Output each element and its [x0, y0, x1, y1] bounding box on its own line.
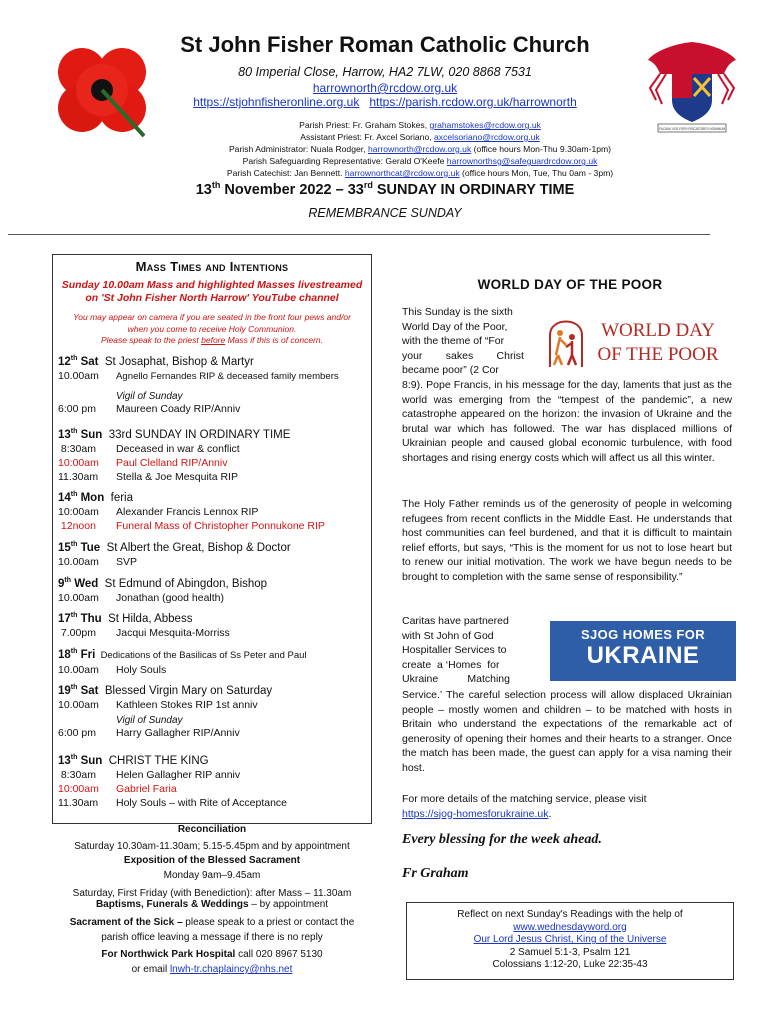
day-heading: 13th Sun CHRIST THE KING — [58, 754, 209, 767]
wdp-logo-line1: WORLD DAY — [601, 320, 715, 341]
mass-entry: 6:00 pm Maureen Coady RIP/Anniv — [58, 403, 241, 415]
world-day-of-the-poor-logo — [546, 309, 736, 369]
website-link-1[interactable]: https://stjohnfisheronline.org.uk — [193, 95, 360, 109]
remembrance-subtitle: REMEMBRANCE SUNDAY — [308, 206, 462, 220]
day-heading: 9th Wed St Edmund of Abingdon, Bishop — [58, 577, 268, 590]
mass-entry: 11.30am Stella & Joe Mesquita RIP — [58, 470, 238, 483]
mass-entry: 8:30am Helen Gallagher RIP anniv — [58, 768, 241, 781]
day-block — [58, 488, 368, 533]
mass-entry: 11.30am Holy Souls – with Rite of Acceptance — [58, 796, 288, 809]
text-line: Caritas have partnered — [402, 615, 509, 627]
mass-entry: 10:00am Alexander Francis Lennox RIP — [58, 505, 259, 518]
vigil-block — [58, 715, 368, 740]
staff-line: Parish Catechist: Jan Bennett. harrownorthcat@rcdow.org.uk (office hours Mon, Tue, Thu 0am - 3pm) — [226, 168, 614, 178]
hospital-notice: For Northwick Park Hospital call 020 8967 5130 or email lnwh-tr.chaplaincy@nhs.net — [101, 949, 323, 975]
text-line: Hospitaller Services to — [402, 644, 507, 656]
wdp-logo-line2: OF THE POOR — [597, 344, 719, 365]
sjog-homes-for-ukraine-logo — [550, 621, 736, 681]
liturgical-date: 13th November 2022 – 33rd SUNDAY IN ORDINARY TIME — [195, 180, 575, 198]
reflection-box: Reflect on next Sunday's Readings with the help of www.wednesdayword.org Our Lord Jesus Christ, King of the Universe 2 Samuel 5:1-3, Psalm 121 Colossians 1:12-20, Luke 22:35-43 — [406, 902, 734, 980]
day-block — [58, 574, 368, 605]
mass-entry: 6:00 pm Harry Gallagher RIP/Anniv — [58, 727, 240, 739]
blessing-text: Every blessing for the week ahead. — [402, 832, 602, 847]
text-line: became poor” (2 Cor — [402, 364, 499, 376]
day-heading: 15th Tue St Albert the Great, Bishop & Doctor — [58, 541, 291, 554]
day-heading: 18th Fri Dedications of the Basilicas of Ss Peter and Paul — [58, 648, 307, 661]
day-block — [58, 645, 368, 677]
header-divider — [8, 234, 710, 235]
signature-text: Fr Graham — [402, 866, 469, 881]
day-block — [58, 425, 368, 484]
website-link-2[interactable]: https://parish.rcdow.org.uk/harrownorth — [369, 95, 577, 109]
text-line: with the theme of “For — [402, 335, 505, 347]
staff-email-link[interactable]: harrownorthcat@rcdow.org.uk — [344, 168, 460, 178]
church-address: 80 Imperial Close, Harrow, HA2 7LW, 020 8868 7531 — [238, 65, 532, 79]
day-heading: 13th Sun 33rd SUNDAY IN ORDINARY TIME — [58, 428, 291, 441]
mass-entry: 8:30am Deceased in war & conflict — [58, 442, 240, 455]
reconciliation-notice: Reconciliation Saturday 10.30am-11.30am; 5.15-5.45pm and by appointment — [74, 824, 350, 852]
mass-entry: 10.00am Agnello Fernandes RIP & deceased family members — [58, 369, 339, 382]
day-heading: 17th Thu St Hilda, Abbess — [58, 612, 193, 625]
livestream-notice: Sunday 10.00am Mass and highlighted Masses livestreamed on 'St John Fisher North Harrow' YouTube channel — [61, 279, 363, 304]
caritas-paragraph: Service.’ The careful selection process will allow displaced Ukrainian people – mostly women and children – to be matched with hosts in Britain who understand the expectations of the remarkable act of generosity of opening their homes and their hearts to a stranger. Once the match has been made, the guest can apply for a visa naming their host. — [402, 689, 732, 774]
text-line: your sakes Christ — [402, 349, 524, 362]
day-heading: 19th Sat Blessed Virgin Mary on Saturday — [58, 684, 273, 697]
wednesday-word-link[interactable]: www.wednesdayword.org — [513, 921, 627, 933]
staff-email-link[interactable]: grahamstokes@rcdow.org.uk — [429, 120, 541, 130]
staff-line: Assistant Priest: Fr. Axcel Soriano, axcelsoriano@rcdow.org.uk — [300, 132, 540, 142]
day-heading: 12th Sat St Josaphat, Bishop & Martyr — [58, 355, 254, 368]
mass-entry: 10.00am Holy Souls — [58, 663, 167, 676]
staff-line: Parish Priest: Fr. Graham Stokes, grahamstokes@rcdow.org.uk — [299, 120, 541, 130]
next-sunday-link[interactable]: Our Lord Jesus Christ, King of the Universe — [473, 934, 667, 946]
wdp-intro-lines — [402, 305, 538, 378]
day-block — [58, 681, 368, 712]
day-block — [58, 751, 368, 810]
baptisms-notice: Baptisms, Funerals & Weddings – by appointment — [95, 899, 329, 910]
day-block — [58, 609, 368, 640]
mass-entry: 10.00am SVP — [58, 555, 138, 568]
text-line: create a ‘Homes for — [402, 658, 500, 671]
text-line: with St John of God — [402, 629, 494, 642]
staff-list — [180, 119, 660, 179]
vigil-label: Vigil of Sunday — [116, 391, 183, 402]
hospital-email-link[interactable]: lnwh-tr.chaplaincy@nhs.net — [169, 964, 293, 975]
mass-entry: 10:00am Gabriel Faria — [58, 782, 177, 795]
wdp-paragraph-2: The Holy Father reminds us of the generosity of people in welcoming refugees from recent conflicts in the Middle East. He understands that host communities can feel burdened, and that it is difficult to maintain relief efforts, but says, “This is the moment for us not to lose heart but to renew our initial motivation. The work we have begun needs to be brought to completion with the same sense of responsibility.” — [402, 498, 732, 583]
sjog-link[interactable]: https://sjog-homesforukraine.uk — [402, 807, 549, 820]
mass-entry: 10.00am Jonathan (good health) — [58, 591, 224, 604]
day-block — [58, 352, 368, 384]
staff-email-link[interactable]: harrownorth@rcdow.org.uk — [367, 144, 472, 154]
email-link[interactable]: harrownorth@rcdow.org.uk — [312, 81, 458, 95]
staff-line: Parish Safeguarding Representative: Gerald O'Keefe harrownorthsg@safeguardrcdow.org.uk — [242, 156, 598, 166]
mass-entry: 12noon Funeral Mass of Christopher Ponnukone RIP — [58, 519, 325, 532]
vigil-block — [58, 391, 368, 416]
text-line: Ukraine Matching — [402, 673, 510, 685]
staff-email-link[interactable]: harrownorthsg@safeguardrcdow.org.uk — [446, 156, 598, 166]
mass-times-title: Mass Times and Intentions — [135, 259, 289, 274]
camera-notice: You may appear on camera if you are seated in the front four pews and/or when you come to receive Holy Communion. Please speak to the priest before Mass if this is of concern. — [73, 312, 351, 345]
world-day-title: WORLD DAY OF THE POOR — [477, 277, 663, 292]
text-line: This Sunday is the sixth — [402, 306, 513, 318]
text-line: World Day of the Poor, — [402, 320, 508, 333]
staff-line: Parish Administrator: Nuala Rodger, harrownorth@rcdow.org.uk (office hours Mon-Thu 9.30am-1pm) — [228, 144, 612, 154]
wdp-paragraph-1: 8:9). Pope Francis, in his message for the day, laments that just as the world was emerging from the “tempest of the pandemic”, a new catastrophe appeared on the horizon: the invasion of Ukraine and the brutal war which has followed. The war has displaced millions of Ukrainian people and caused global economic turbulence, with food shortages and rising energy costs which will affect us all this winter. — [402, 379, 732, 464]
vigil-label: Vigil of Sunday — [116, 715, 183, 726]
staff-email-link[interactable]: axcelsoriano@rcdow.org.uk — [434, 132, 540, 142]
day-block — [58, 538, 368, 569]
matching-service-paragraph: For more details of the matching service, please visit https://sjog-homesforukraine.uk. — [402, 793, 647, 820]
caritas-intro-lines — [402, 614, 538, 687]
sjog-logo-line1: SJOG HOMES FOR — [580, 627, 706, 642]
crest-motto: FACIAM VOS FIERI PISCATORES HOMINUM — [658, 127, 726, 131]
exposition-notice: Exposition of the Blessed Sacrament Monday 9am–9.45am Saturday, First Friday (with Benediction): after Mass – 11.30am — [72, 855, 352, 899]
sick-notice: Sacrament of the Sick – please speak to a priest or contact the parish office leaving a message if there is no reply — [69, 917, 355, 943]
mass-entry: 10:00am Paul Clelland RIP/Anniv — [58, 456, 228, 469]
church-title: St John Fisher Roman Catholic Church — [180, 32, 590, 57]
sjog-logo-line2: UKRAINE — [586, 642, 700, 669]
mass-entry: 7.00pm Jacqui Mesquita-Morriss — [58, 626, 230, 639]
mass-entry: 10.00am Kathleen Stokes RIP 1st anniv — [58, 698, 258, 711]
day-heading: 14th Mon feria — [58, 491, 133, 504]
